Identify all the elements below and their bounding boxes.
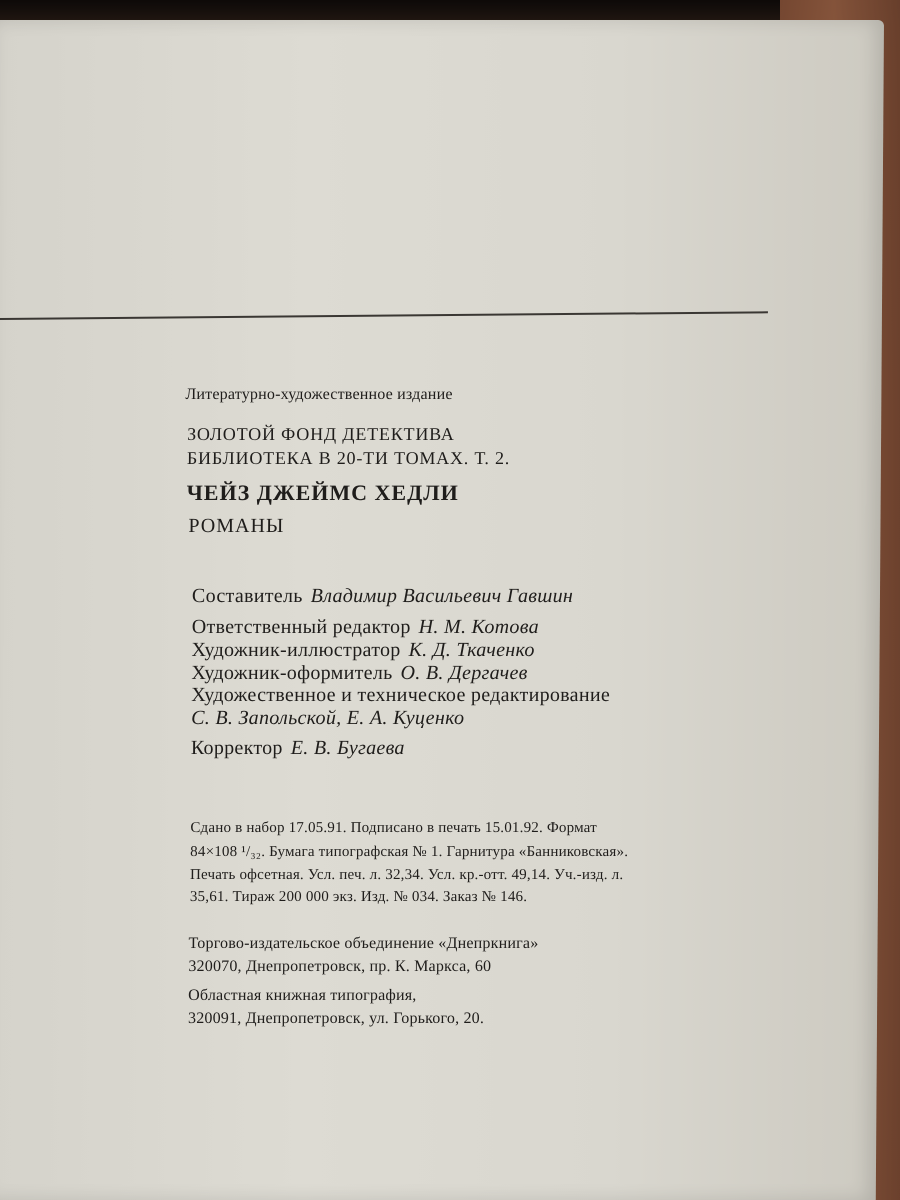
designer-credit xyxy=(191,662,527,685)
author-name: ЧЕЙЗ ДЖЕЙМС ХЕДЛИ xyxy=(186,480,459,505)
book-page xyxy=(0,20,884,1200)
illustrator-name: К. Д. Ткаченко xyxy=(408,639,535,661)
designer-name: О. В. Дергачев xyxy=(400,662,528,684)
art-tech-editing-names: С. В. Запольской, Е. А. Куценко xyxy=(191,707,465,729)
printer-address: 320091, Днепропетровск, ул. Горького, 20. xyxy=(187,1010,485,1027)
publisher-name: Торгово-издательское объединение «Днепркнига» xyxy=(188,935,539,952)
compiler-credit xyxy=(192,585,573,608)
series-title: ЗОЛОТОЙ ФОНД ДЕТЕКТИВА xyxy=(187,424,455,444)
print-data-line-3: Печать офсетная. Усл. печ. л. 32,34. Усл. кр.-отт. 49,14. Уч.-изд. л. xyxy=(189,867,624,883)
print-data-line-1: Сдано в набор 17.05.91. Подписано в печать 15.01.92. Формат xyxy=(190,820,597,836)
publisher-address: 320070, Днепропетровск, пр. К. Маркса, 60 xyxy=(188,958,492,975)
corrector-name: Е. В. Бугаева xyxy=(290,737,405,759)
compiler-name: Владимир Васильевич Гавшин xyxy=(310,585,574,607)
horizontal-rule xyxy=(0,311,768,320)
series-volume: БИБЛИОТЕКА В 20-ТИ ТОМАХ. Т. 2. xyxy=(186,448,511,468)
compiler-role: Составитель xyxy=(191,585,303,607)
editor-name: Н. М. Котова xyxy=(418,616,539,638)
corrector-credit xyxy=(191,737,405,760)
designer-role: Художник-оформитель xyxy=(191,662,393,684)
print-data-line-2: 84×108 ¹/₃₂. Бумага типографская № 1. Гарнитура «Банниковская». xyxy=(190,844,629,860)
illustrator-credit xyxy=(192,639,535,662)
genre-label: РОМАНЫ xyxy=(188,515,285,537)
illustrator-role: Художник-иллюстратор xyxy=(191,639,401,661)
art-tech-editing-line: Художественное и техническое редактирование xyxy=(191,684,611,706)
print-data-line-4: 35,61. Тираж 200 000 экз. Изд. № 034. Заказ № 146. xyxy=(189,889,528,905)
printer-name: Областная книжная типография, xyxy=(188,987,417,1004)
editor-role: Ответственный редактор xyxy=(191,616,411,638)
publication-type: Литературно-художественное издание xyxy=(185,386,453,403)
editor-credit xyxy=(192,616,539,639)
corrector-role: Корректор xyxy=(190,737,283,759)
